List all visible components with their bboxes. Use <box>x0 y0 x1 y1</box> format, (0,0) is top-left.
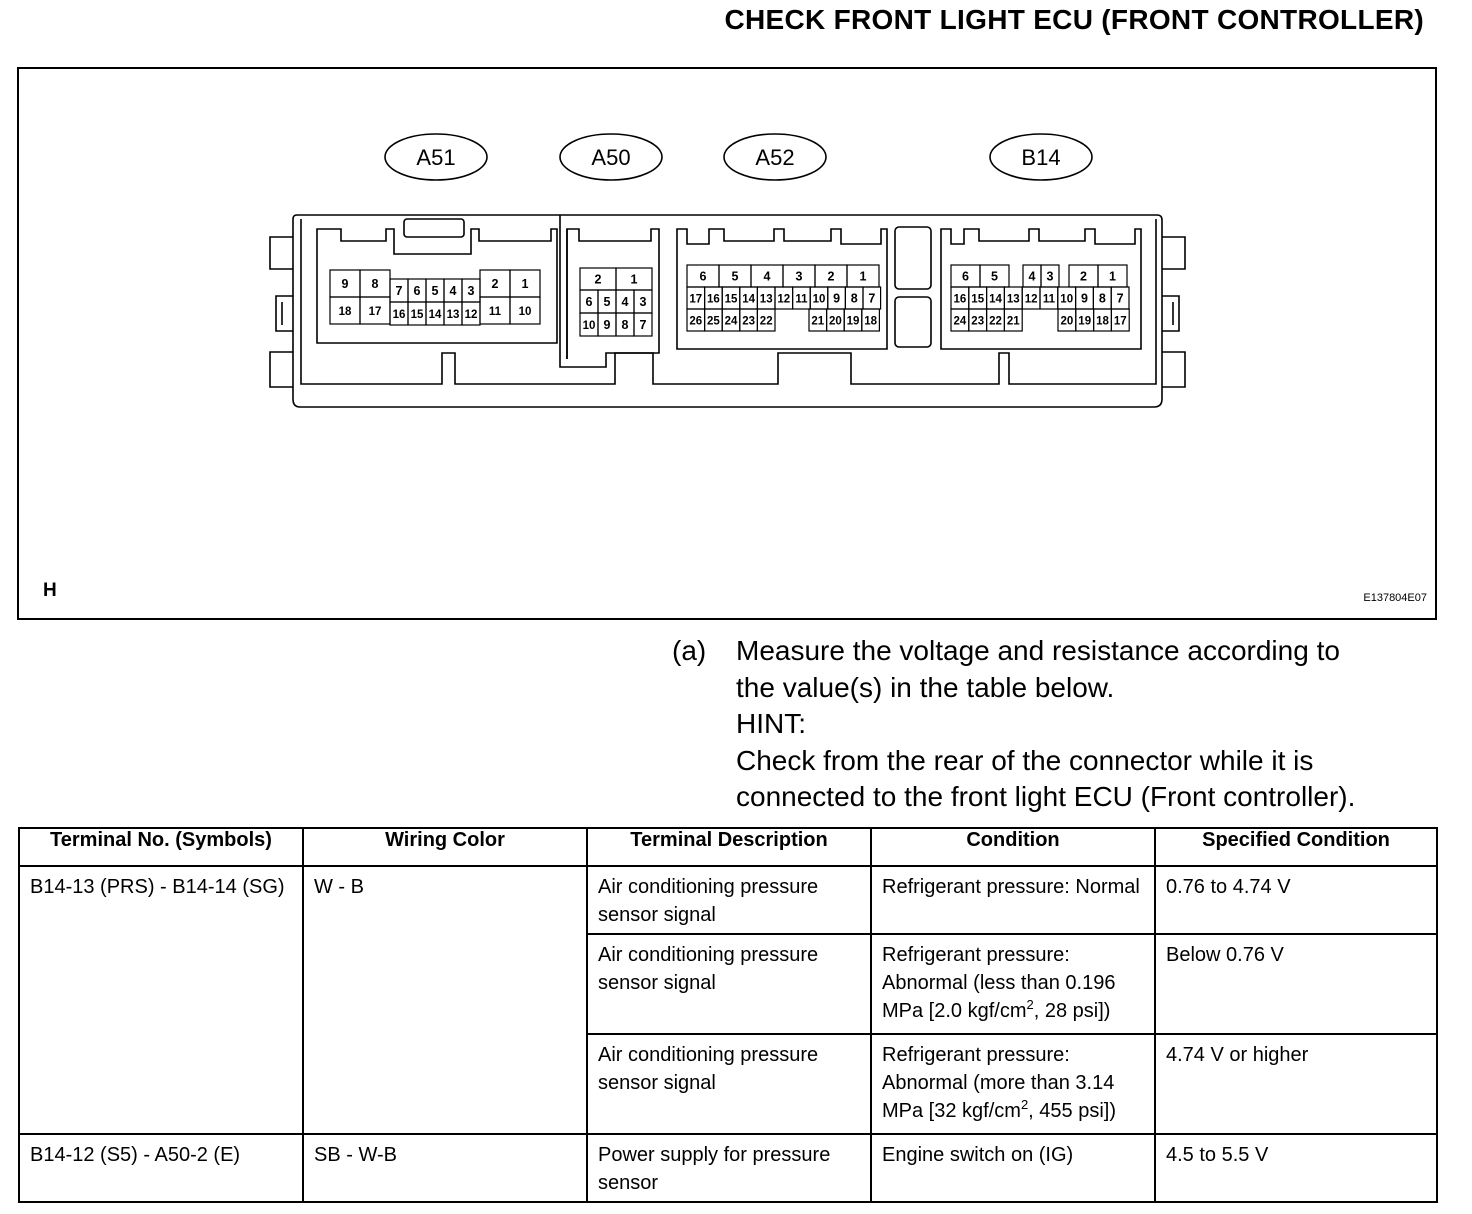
b14-pin-18-label: 18 <box>1096 315 1109 328</box>
cell-description: Air conditioning pressure sensor signal <box>587 934 871 1034</box>
a51-pin-7-label: 7 <box>395 284 403 298</box>
connector-label-b14: B14 <box>1021 145 1061 170</box>
a50-pin-7-label: 7 <box>639 318 647 332</box>
a51-pin-12-label: 12 <box>464 309 478 321</box>
cell-description: Air conditioning pressure sensor signal <box>587 1034 871 1134</box>
figure-corner-label: H <box>43 580 57 601</box>
cell-spec: 0.76 to 4.74 V <box>1155 866 1437 934</box>
b14-pin-1-label: 1 <box>1109 269 1116 284</box>
step-label: (a) <box>672 635 707 666</box>
housing-a50 <box>560 215 659 367</box>
hint-label: HINT: <box>736 708 806 739</box>
b14-pin-13-label: 13 <box>1006 293 1020 306</box>
a50-pin-8-label: 8 <box>621 318 629 332</box>
b14-pin-20-label: 20 <box>1060 315 1074 328</box>
superscript: 2 <box>1026 997 1034 1012</box>
a51-latch <box>404 219 464 237</box>
b14-pin-4-label: 4 <box>1028 269 1036 284</box>
a52-pin-9-label: 9 <box>833 291 841 306</box>
a52-pin-24-label: 24 <box>724 315 738 328</box>
a50-pin-9-label: 9 <box>603 318 611 332</box>
cell-wiring: SB - W-B <box>303 1134 587 1202</box>
a51-pin-2-label: 2 <box>491 277 499 291</box>
right-bracket-top <box>1162 237 1185 269</box>
a51-pin-6-label: 6 <box>413 284 421 298</box>
a50-pin-6-label: 6 <box>585 295 593 309</box>
a52-pin-17-label: 17 <box>689 293 703 306</box>
header-terminal: Terminal No. (Symbols) <box>19 828 303 866</box>
cell-terminal: B14-13 (PRS) - B14-14 (SG) <box>19 866 303 1134</box>
a52-pin-19-label: 19 <box>846 315 860 328</box>
cell-spec: Below 0.76 V <box>1155 934 1437 1034</box>
a51-pin-4-label: 4 <box>449 284 457 298</box>
a52-pin-14-label: 14 <box>742 293 755 306</box>
page-title: CHECK FRONT LIGHT ECU (FRONT CONTROLLER) <box>724 4 1424 35</box>
a52-pin-12-label: 12 <box>777 293 791 306</box>
header-condition: Condition <box>871 828 1155 866</box>
cell-condition <box>871 1034 1155 1134</box>
b14-pin-15-label: 15 <box>971 293 985 306</box>
a52-pin-26-label: 26 <box>689 315 703 328</box>
ecu-connector-diagram <box>19 69 1435 618</box>
b14-pin-2-label: 2 <box>1080 269 1087 284</box>
b14-pin-10-label: 10 <box>1060 293 1074 306</box>
b14-pin-19-label: 19 <box>1078 315 1092 328</box>
b14-pin-11-label: 11 <box>1042 293 1055 306</box>
connector-label-a51: A51 <box>416 145 456 170</box>
a52-pin-6-label: 6 <box>699 269 707 284</box>
mid-block-top <box>895 227 931 289</box>
superscript: 2 <box>1020 1097 1029 1112</box>
a52-pin-18-label: 18 <box>864 315 877 328</box>
figure-code: E137804E07 <box>1363 592 1427 604</box>
condition-text-end: , 28 psi]) <box>1033 1000 1111 1022</box>
a52-pin-8-label: 8 <box>850 291 858 306</box>
table-row <box>19 866 1437 934</box>
cell-spec: 4.74 V or higher <box>1155 1034 1437 1134</box>
instruction-line-2: the value(s) in the table below. <box>736 671 1115 703</box>
a51-pin-1-label: 1 <box>521 277 529 291</box>
a52-pin-13-label: 13 <box>759 293 773 306</box>
a51-pin-9-label: 9 <box>341 277 349 291</box>
a52-pin-5-label: 5 <box>731 269 739 284</box>
condition-text: Refrigerant pressure: Abnormal (more than 3.14 MPa [32 kgf/cm <box>882 1044 1115 1122</box>
a52-pin-4-label: 4 <box>763 269 771 284</box>
b14-pin-14-label: 14 <box>989 293 1002 306</box>
a51-pin-5-label: 5 <box>431 284 439 298</box>
a51-pin-15-label: 15 <box>410 309 424 321</box>
condition-text: Refrigerant pressure: Abnormal (less than 0.196 MPa [2.0 kgf/cm <box>882 944 1116 1022</box>
a52-pin-22-label: 22 <box>759 315 773 328</box>
a52-pin-10-label: 10 <box>812 293 826 306</box>
connector-label-a50: A50 <box>591 145 631 170</box>
a51-pin-16-label: 16 <box>392 309 406 321</box>
cell-description: Air conditioning pressure sensor signal <box>587 866 871 934</box>
a52-pin-21-label: 21 <box>811 315 825 328</box>
b14-pin-21-label: 21 <box>1006 315 1020 328</box>
b14-pin-8-label: 8 <box>1098 291 1106 306</box>
cell-terminal: B14-12 (S5) - A50-2 (E) <box>19 1134 303 1202</box>
cell-condition <box>871 934 1155 1034</box>
a50-pin-1-label: 1 <box>630 272 638 287</box>
a50-pin-3-label: 3 <box>639 295 647 309</box>
a52-pin-16-label: 16 <box>707 293 720 306</box>
a52-pin-7-label: 7 <box>868 291 876 306</box>
a51-pin-10-label: 10 <box>518 306 532 318</box>
a52-pin-20-label: 20 <box>829 315 842 328</box>
a50-pin-5-label: 5 <box>603 295 611 309</box>
header-description: Terminal Description <box>587 828 871 866</box>
instruction-line-1: Measure the voltage and resistance according to <box>736 635 1340 666</box>
a51-pin-14-label: 14 <box>428 309 442 321</box>
hint-line-2: connected to the front light ECU (Front controller). <box>736 781 1356 812</box>
cell-wiring: W - B <box>303 866 587 1134</box>
header-wiring: Wiring Color <box>303 828 587 866</box>
b14-pin-22-label: 22 <box>989 315 1002 328</box>
b14-pin-17-label: 17 <box>1113 315 1127 328</box>
b14-pin-23-label: 23 <box>971 315 985 328</box>
left-bracket-low <box>270 352 293 387</box>
b14-pin-7-label: 7 <box>1116 291 1124 306</box>
header-spec: Specified Condition <box>1155 828 1437 866</box>
right-bracket-mid <box>1162 296 1179 331</box>
a51-pin-17-label: 17 <box>368 306 382 318</box>
left-bracket-top <box>270 237 293 269</box>
connector-label-a52: A52 <box>755 145 795 170</box>
a52-pin-3-label: 3 <box>795 269 803 284</box>
right-bracket-low <box>1162 352 1185 387</box>
a51-pin-13-label: 13 <box>446 309 460 321</box>
condition-text-end: , 455 psi]) <box>1028 1100 1116 1122</box>
a51-pin-11-label: 11 <box>488 306 502 318</box>
connector-figure <box>17 67 1437 620</box>
condition-text: Refrigerant pressure: Normal <box>882 876 1140 898</box>
a52-pin-15-label: 15 <box>724 293 738 306</box>
specification-table <box>18 827 1438 1203</box>
table-row <box>19 1134 1437 1202</box>
hint-line-1: Check from the rear of the connector while it is <box>736 744 1314 776</box>
b14-pin-24-label: 24 <box>953 315 967 328</box>
b14-pin-6-label: 6 <box>962 269 969 284</box>
table-header-row <box>19 828 1437 866</box>
a52-pin-11-label: 11 <box>795 293 808 306</box>
a51-pin-3-label: 3 <box>467 284 475 298</box>
b14-pin-12-label: 12 <box>1024 293 1038 306</box>
cell-condition: Engine switch on (IG) <box>871 1134 1155 1202</box>
mid-block-bottom <box>895 297 931 347</box>
cell-spec: 4.5 to 5.5 V <box>1155 1134 1437 1202</box>
b14-pin-3-label: 3 <box>1046 269 1054 284</box>
a50-pin-10-label: 10 <box>582 320 596 332</box>
a50-pin-2-label: 2 <box>594 272 602 287</box>
b14-pin-9-label: 9 <box>1081 291 1088 306</box>
a52-pin-1-label: 1 <box>859 269 867 284</box>
a52-pin-25-label: 25 <box>707 315 720 328</box>
left-bracket-mid <box>276 296 293 331</box>
b14-pin-5-label: 5 <box>991 269 998 284</box>
b14-pin-16-label: 16 <box>953 293 967 306</box>
a50-pin-4-label: 4 <box>621 295 629 309</box>
a52-pin-2-label: 2 <box>827 269 835 284</box>
cell-condition <box>871 866 1155 934</box>
a51-pin-8-label: 8 <box>371 277 379 291</box>
a51-pin-18-label: 18 <box>338 306 352 318</box>
cell-description: Power supply for pressure sensor <box>587 1134 871 1202</box>
a52-pin-23-label: 23 <box>742 315 755 328</box>
